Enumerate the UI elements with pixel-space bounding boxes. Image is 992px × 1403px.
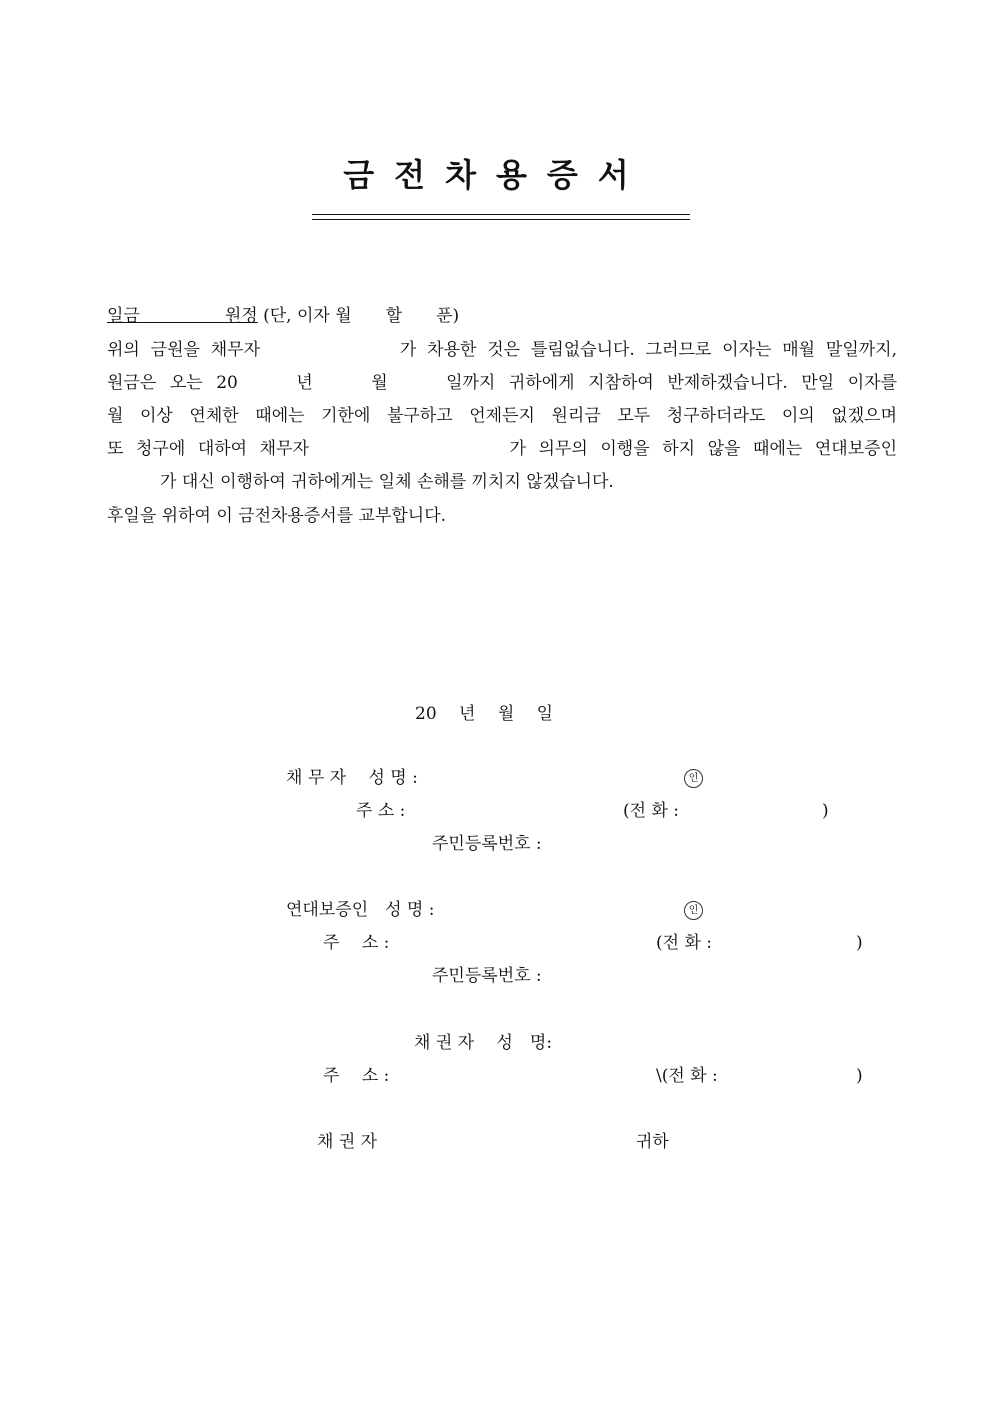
principal-line (107, 306, 459, 326)
guarantor-address-label: 주 소 : (323, 933, 390, 953)
principal-interest: (단, 이자 월 할 푼) (263, 306, 460, 326)
body-line-4: 또 청구에 대하여 채무자 가 의무의 이행을 하지 않을 때에는 연대보증인 (107, 439, 897, 459)
body-line-1: 위의 금원을 채무자 가 차용한 것은 틀림없습니다. 그러므로 이자는 매월 말일까지, (107, 340, 897, 360)
principal-label: 일금 (107, 306, 140, 326)
date-line: 20 년 월 일 (415, 704, 554, 724)
creditor-phone-close: ) (856, 1066, 863, 1086)
addressee-suffix: 귀하 (636, 1132, 669, 1152)
creditor-address-label: 주 소 : (323, 1066, 390, 1086)
debtor-address-label: 주 소 : (356, 801, 406, 821)
addressee-label: 채 권 자 (317, 1132, 378, 1152)
title-rule-top (312, 214, 690, 215)
title-rule-bottom (312, 219, 690, 220)
debtor-phone-close: ) (822, 801, 829, 821)
guarantor-name-label: 연대보증인 성 명 : (286, 900, 435, 920)
principal-won: 원정 (224, 306, 258, 326)
debtor-phone-label: (전 화 : (623, 801, 680, 821)
debtor-id-label: 주민등록번호 : (432, 834, 542, 854)
guarantor-id-label: 주민등록번호 : (432, 966, 542, 986)
debtor-seal-icon: 인 (684, 769, 703, 788)
body-line-2: 원금은 오는 20 년 월 일까지 귀하에게 지참하여 반제하겠습니다. 만일 이자를 (107, 373, 897, 393)
body-line-6: 후일을 위하여 이 금전차용증서를 교부합니다. (107, 506, 447, 526)
debtor-name-label: 채 무 자 성 명 : (286, 768, 418, 788)
guarantor-phone-label: (전 화 : (656, 933, 713, 953)
creditor-phone-label: \(전 화 : (656, 1066, 718, 1086)
document-title: 금전차용증서 (343, 156, 649, 194)
guarantor-phone-close: ) (856, 933, 863, 953)
body-line-3: 월 이상 연체한 때에는 기한에 불구하고 언제든지 원리금 모두 청구하더라도 이의 없겠으며 (107, 406, 897, 426)
guarantor-seal-icon: 인 (684, 901, 703, 920)
creditor-name-label: 채 권 자 성 명: (414, 1033, 553, 1053)
body-line-5: 가 대신 이행하여 귀하에게는 일체 손해를 끼치지 않겠습니다. (160, 472, 614, 492)
